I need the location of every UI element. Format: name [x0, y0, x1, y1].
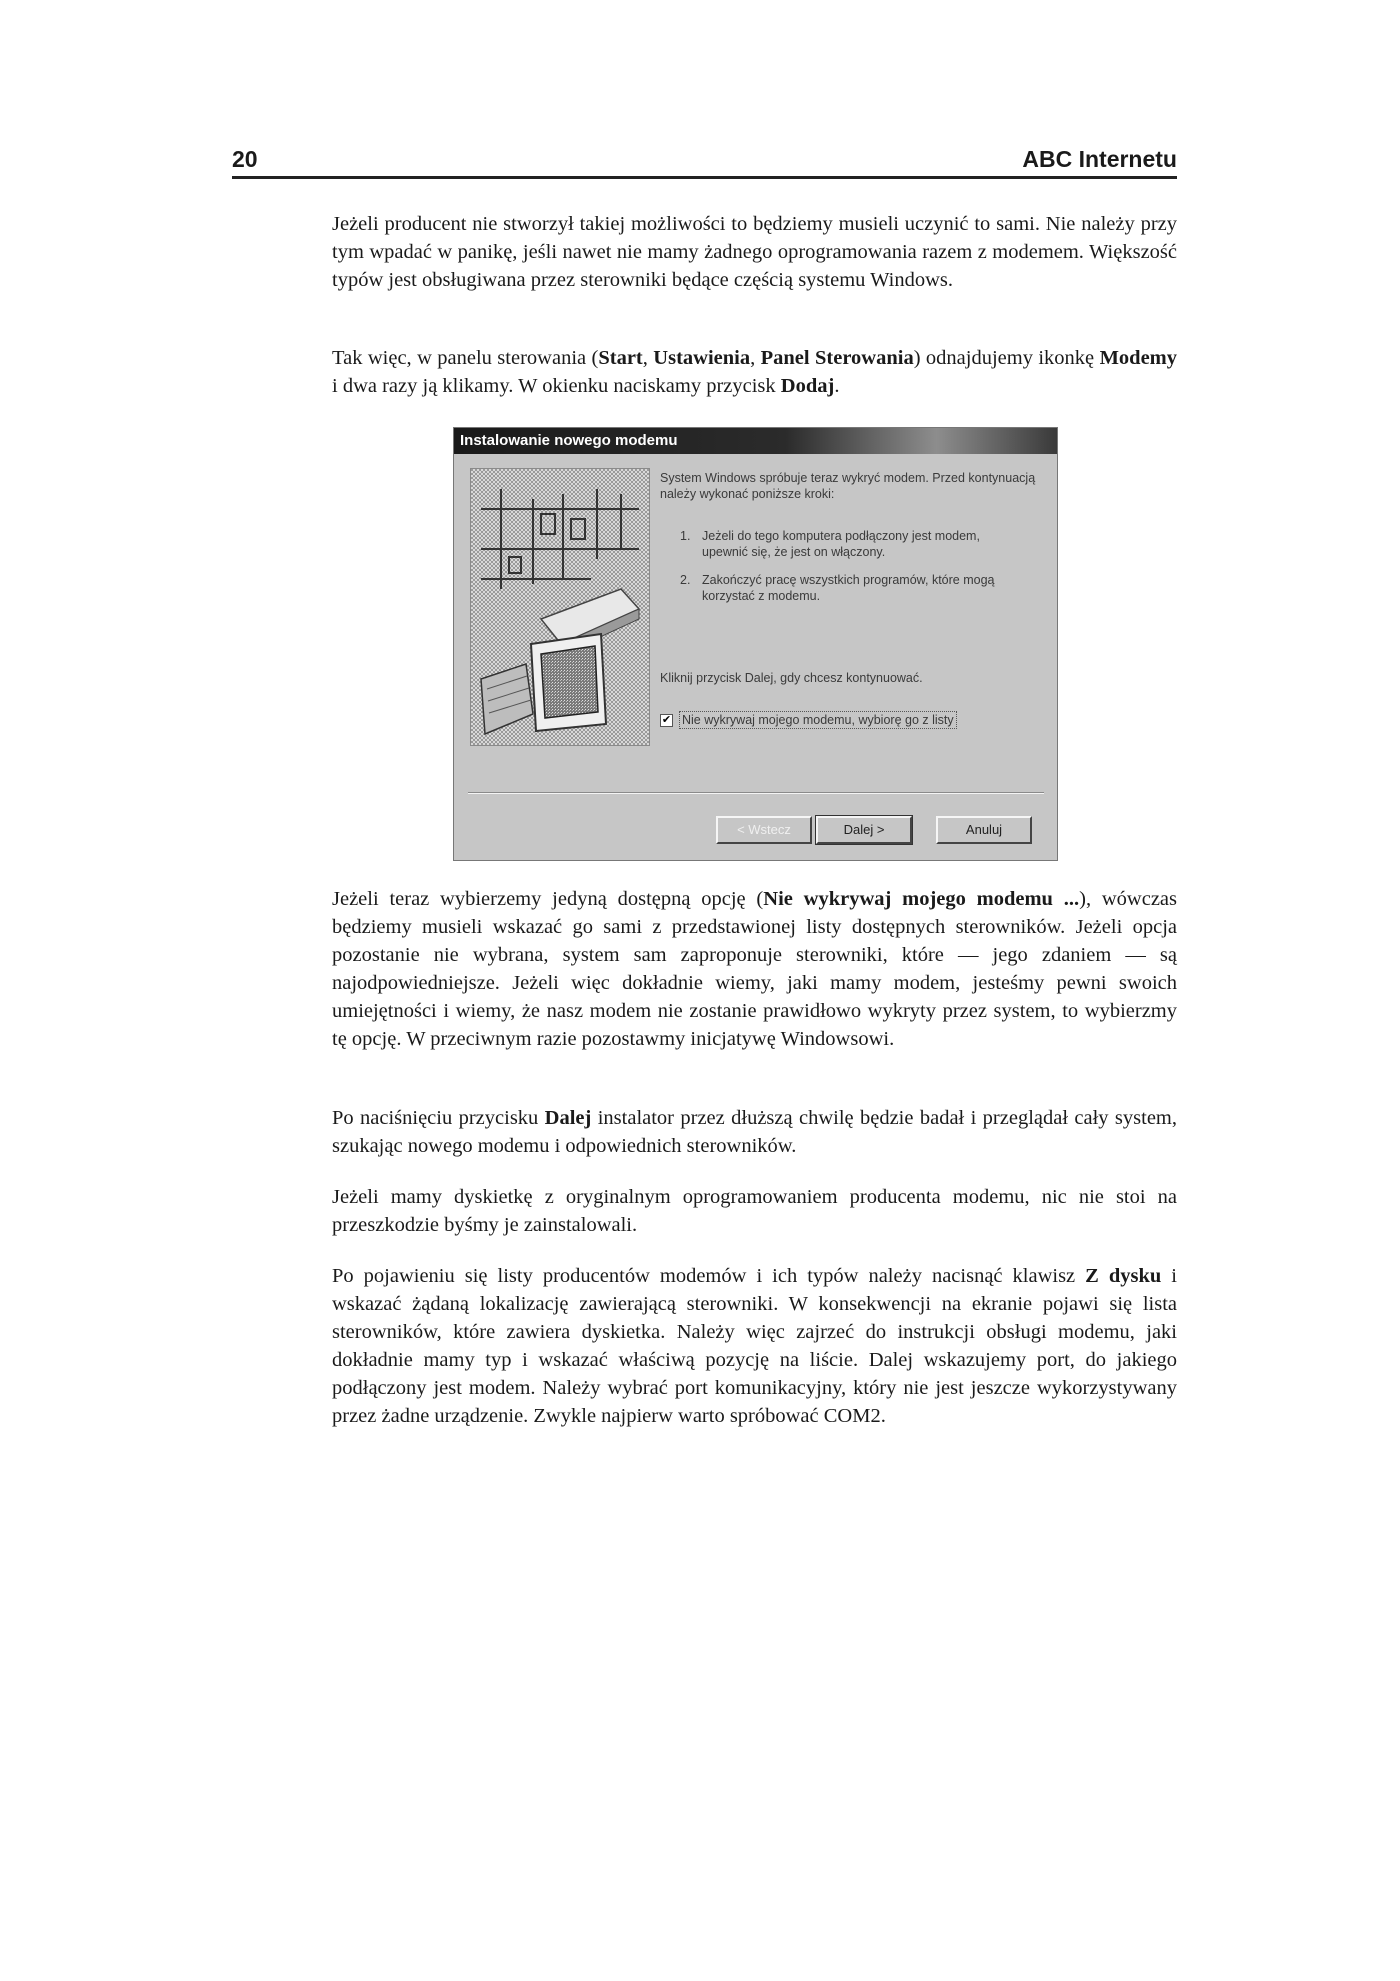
paragraph-4 [332, 1104, 1177, 1160]
dialog-continue-text: Kliknij przycisk Dalej, gdy chcesz kontynuować. [660, 671, 923, 685]
text-run: ) odnajdujemy ikonkę [913, 347, 1100, 369]
bold-term: Start [598, 347, 643, 369]
step-text: Zakończyć pracę wszystkich programów, które mogą korzystać z modemu. [702, 573, 995, 603]
paragraph-5: Jeżeli mamy dyskietkę z oryginalnym oprogramowaniem producenta modemu, nic nie stoi na przeszkodzie byśmy je zainstalowali. [332, 1186, 1177, 1236]
text-run: , [642, 347, 654, 369]
step-number: 1. [680, 529, 691, 543]
cancel-button[interactable]: Anuluj [936, 816, 1032, 844]
computer-illustration-icon [471, 469, 649, 745]
bold-term: Nie wykrywaj mojego modemu ... [763, 888, 1080, 910]
dont-detect-modem-option[interactable] [660, 710, 1040, 730]
text-run: instalator przez dłuższą chwilę będzie badał i przeglądał cały system, szukając nowego modemu i odpowiednich sterowników. [332, 1107, 1177, 1157]
dialog-step [680, 572, 1025, 604]
paragraph-6 [332, 1262, 1177, 1430]
text-run: i dwa razy ją klikamy. W okienku naciskamy przycisk [332, 375, 781, 397]
dialog-steps [680, 528, 1025, 616]
page-number: 20 [232, 146, 258, 172]
bold-term: Panel Sterowania [760, 347, 914, 369]
bold-term: Ustawienia [653, 347, 751, 369]
paragraph-2 [332, 344, 1177, 400]
text-run: Po naciśnięciu przycisku [332, 1107, 545, 1129]
bold-term: Dalej [544, 1107, 592, 1129]
dont-detect-modem-label[interactable]: Nie wykrywaj mojego modemu, wybiorę go z listy [679, 711, 957, 729]
text-run: Tak więc, w panelu sterowania ( [332, 347, 599, 369]
dialog-step [680, 528, 1025, 560]
dialog-intro: System Windows spróbuje teraz wykryć modem. Przed kontynuacją należy wykonać poniższe kroki: [660, 471, 1036, 501]
modem-illustration [470, 468, 650, 746]
text-run: i wskazać żądaną lokalizację zawierającą sterowniki. W konsekwencji na ekranie pojawi się lista sterowników, które zawiera dyskietka. Należy więc zajrzeć do instrukcji obsługi modemu, jaki dokładnie mamy typ i wskazać właściwą pozycję na liście. Dalej wskazujemy port, do jakiego podłączony jest modem. Należy wybrać port komunikacyjny, który nie jest jeszcze wykorzystywany przez żadne urządzenie. Zwykle najpierw warto spróbować COM2. [332, 1265, 1178, 1427]
bold-term: Dodaj [780, 375, 835, 397]
paragraph-3 [332, 885, 1177, 1053]
text-run: . [834, 375, 840, 397]
modem-install-dialog [453, 427, 1058, 861]
text-run: ), wówczas będziemy musieli wskazać go sami z przedstawionej listy dostępnych sterowników. Jeżeli opcja pozostanie nie wybrana, system sam zaproponuje sterowniki, które — jego zdaniem — są najodpowiedniejsze. Jeżeli więc dokładnie wiemy, jaki mamy modem, jesteśmy pewni swoich umiejętności i wiemy, że nasz modem nie zostanie prawidłowo wykryty przez system, to wybierzmy tę opcję. W przeciwnym razie pozostawmy inicjatywę Windowsowi. [332, 888, 1177, 1050]
dialog-title: Instalowanie nowego modemu [454, 428, 1057, 454]
book-title: ABC Internetu [1022, 146, 1177, 172]
step-number: 2. [680, 573, 691, 587]
step-text: Jeżeli do tego komputera podłączony jest modem, upewnić się, że jest on włączony. [702, 529, 980, 559]
paragraph-1: Jeżeli producent nie stworzył takiej możliwości to będziemy musieli uczynić to sami. Nie należy przy tym wpadać w panikę, jeśli nawet nie mamy żadnego oprogramowania razem z modemem. Większość typów jest obsługiwana przez sterowniki będące częścią systemu Windows. [332, 213, 1177, 291]
dialog-separator [468, 792, 1044, 794]
text-run: , [750, 347, 761, 369]
bold-term: Modemy [1099, 347, 1177, 369]
bold-term: Z dysku [1085, 1265, 1162, 1287]
next-button[interactable]: Dalej > [816, 816, 912, 844]
back-button[interactable]: < Wstecz [716, 816, 812, 844]
text-run: Po pojawieniu się listy producentów modemów i ich typów należy nacisnąć klawisz [332, 1265, 1086, 1287]
dont-detect-modem-checkbox[interactable]: ✔ [661, 713, 672, 726]
text-run: Jeżeli teraz wybierzemy jedyną dostępną opcję ( [332, 888, 764, 910]
running-head [232, 142, 1177, 179]
